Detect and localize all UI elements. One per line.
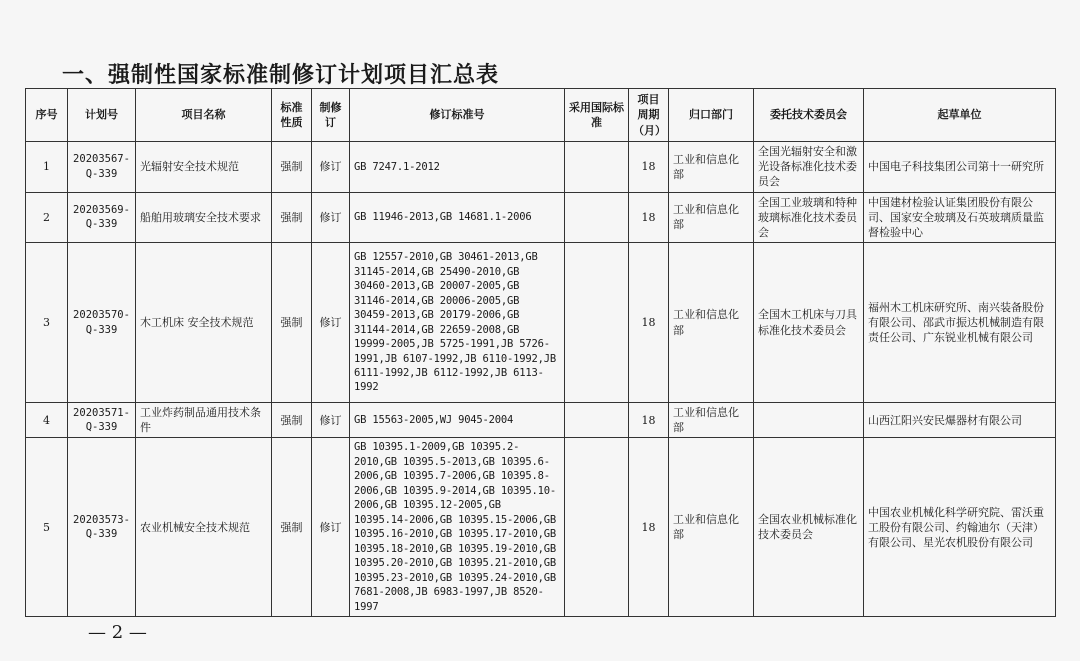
standard-nature: 强制 [272, 438, 312, 617]
intl-standard [565, 142, 629, 193]
row-number: 4 [26, 403, 68, 438]
project-period: 18 [629, 438, 669, 617]
project-period: 18 [629, 403, 669, 438]
competent-department: 工业和信息化部 [669, 243, 754, 403]
revision-type: 修订 [312, 243, 350, 403]
project-period: 18 [629, 243, 669, 403]
competent-department: 工业和信息化部 [669, 192, 754, 243]
header-cell: 采用国际标准 [565, 89, 629, 142]
drafting-unit: 中国电子科技集团公司第十一研究所 [864, 142, 1056, 193]
plan-summary-table [25, 88, 1056, 617]
revision-type: 修订 [312, 438, 350, 617]
drafting-unit: 山西江阳兴安民爆器材有限公司 [864, 403, 1056, 438]
table-row [26, 192, 1056, 243]
row-number: 1 [26, 142, 68, 193]
standard-nature: 强制 [272, 403, 312, 438]
intl-standard [565, 403, 629, 438]
plan-number: 20203573-Q-339 [68, 438, 136, 617]
table-row [26, 403, 1056, 438]
header-cell: 制修订 [312, 89, 350, 142]
row-number: 5 [26, 438, 68, 617]
plan-number: 20203567-Q-339 [68, 142, 136, 193]
header-cell: 归口部门 [669, 89, 754, 142]
header-cell: 标准性质 [272, 89, 312, 142]
standard-nature: 强制 [272, 192, 312, 243]
competent-department: 工业和信息化部 [669, 403, 754, 438]
technical-committee: 全国工业玻璃和特种玻璃标准化技术委员会 [754, 192, 864, 243]
standard-nature: 强制 [272, 142, 312, 193]
table-row [26, 243, 1056, 403]
technical-committee [754, 403, 864, 438]
technical-committee: 全国光辐射安全和激光设备标准化技术委员会 [754, 142, 864, 193]
project-name: 光辐射安全技术规范 [136, 142, 272, 193]
header-cell: 计划号 [68, 89, 136, 142]
table-header-row [26, 89, 1056, 142]
header-cell: 起草单位 [864, 89, 1056, 142]
drafting-unit: 中国建材检验认证集团股份有限公司、国家安全玻璃及石英玻璃质量监督检验中心 [864, 192, 1056, 243]
revision-type: 修订 [312, 403, 350, 438]
technical-committee: 全国木工机床与刀具标准化技术委员会 [754, 243, 864, 403]
plan-number: 20203570-Q-339 [68, 243, 136, 403]
intl-standard [565, 192, 629, 243]
project-period: 18 [629, 142, 669, 193]
row-number: 2 [26, 192, 68, 243]
revised-standards: GB 11946-2013,GB 14681.1-2006 [350, 192, 565, 243]
header-cell: 项目周期（月） [629, 89, 669, 142]
project-name: 木工机床 安全技术规范 [136, 243, 272, 403]
revised-standards: GB 7247.1-2012 [350, 142, 565, 193]
drafting-unit: 中国农业机械化科学研究院、雷沃重工股份有限公司、约翰迪尔（天津）有限公司、星光农机股份有限公司 [864, 438, 1056, 617]
page-title: 一、强制性国家标准制修订计划项目汇总表 [62, 63, 500, 88]
plan-number: 20203569-Q-339 [68, 192, 136, 243]
drafting-unit: 福州木工机床研究所、南兴装备股份有限公司、邵武市振达机械制造有限责任公司、广东锐业机械有限公司 [864, 243, 1056, 403]
revised-standards: GB 15563-2005,WJ 9045-2004 [350, 403, 565, 438]
intl-standard [565, 243, 629, 403]
competent-department: 工业和信息化部 [669, 142, 754, 193]
header-cell: 项目名称 [136, 89, 272, 142]
standard-nature: 强制 [272, 243, 312, 403]
plan-number: 20203571-Q-339 [68, 403, 136, 438]
revision-type: 修订 [312, 142, 350, 193]
competent-department: 工业和信息化部 [669, 438, 754, 617]
revised-standards: GB 10395.1-2009,GB 10395.2-2010,GB 10395.5-2013,GB 10395.6-2006,GB 10395.7-2006,GB 10395.8-2006,GB 10395.9-2014,GB 10395.10-2006,GB 10395.12-2005,GB 10395.14-2006,GB 10395.15-2006,GB 10395.16-2010,GB 10395.17-2010,GB 10395.18-2010,GB 10395.19-2010,GB 10395.20-2010,GB 10395.21-2010,GB 10395.23-2010,GB 10395.24-2010,GB 7681-2008,JB 6983-1997,JB 8520-1997 [350, 438, 565, 617]
table-row [26, 142, 1056, 193]
project-name: 工业炸药制品通用技术条件 [136, 403, 272, 438]
row-number: 3 [26, 243, 68, 403]
table-row [26, 438, 1056, 617]
header-cell: 委托技术委员会 [754, 89, 864, 142]
revision-type: 修订 [312, 192, 350, 243]
intl-standard [565, 438, 629, 617]
page-number: — 2 — [88, 622, 147, 643]
header-cell: 修订标准号 [350, 89, 565, 142]
project-name: 船舶用玻璃安全技术要求 [136, 192, 272, 243]
technical-committee: 全国农业机械标准化技术委员会 [754, 438, 864, 617]
header-cell: 序号 [26, 89, 68, 142]
project-period: 18 [629, 192, 669, 243]
revised-standards: GB 12557-2010,GB 30461-2013,GB 31145-2014,GB 25490-2010,GB 30460-2013,GB 20007-2005,GB 31146-2014,GB 20006-2005,GB 30459-2013,GB 20179-2006,GB 31144-2014,GB 22659-2008,GB 19999-2005,JB 5725-1991,JB 5726-1991,JB 6107-1992,JB 6110-1992,JB 6111-1992,JB 6112-1992,JB 6113-1992 [350, 243, 565, 403]
project-name: 农业机械安全技术规范 [136, 438, 272, 617]
